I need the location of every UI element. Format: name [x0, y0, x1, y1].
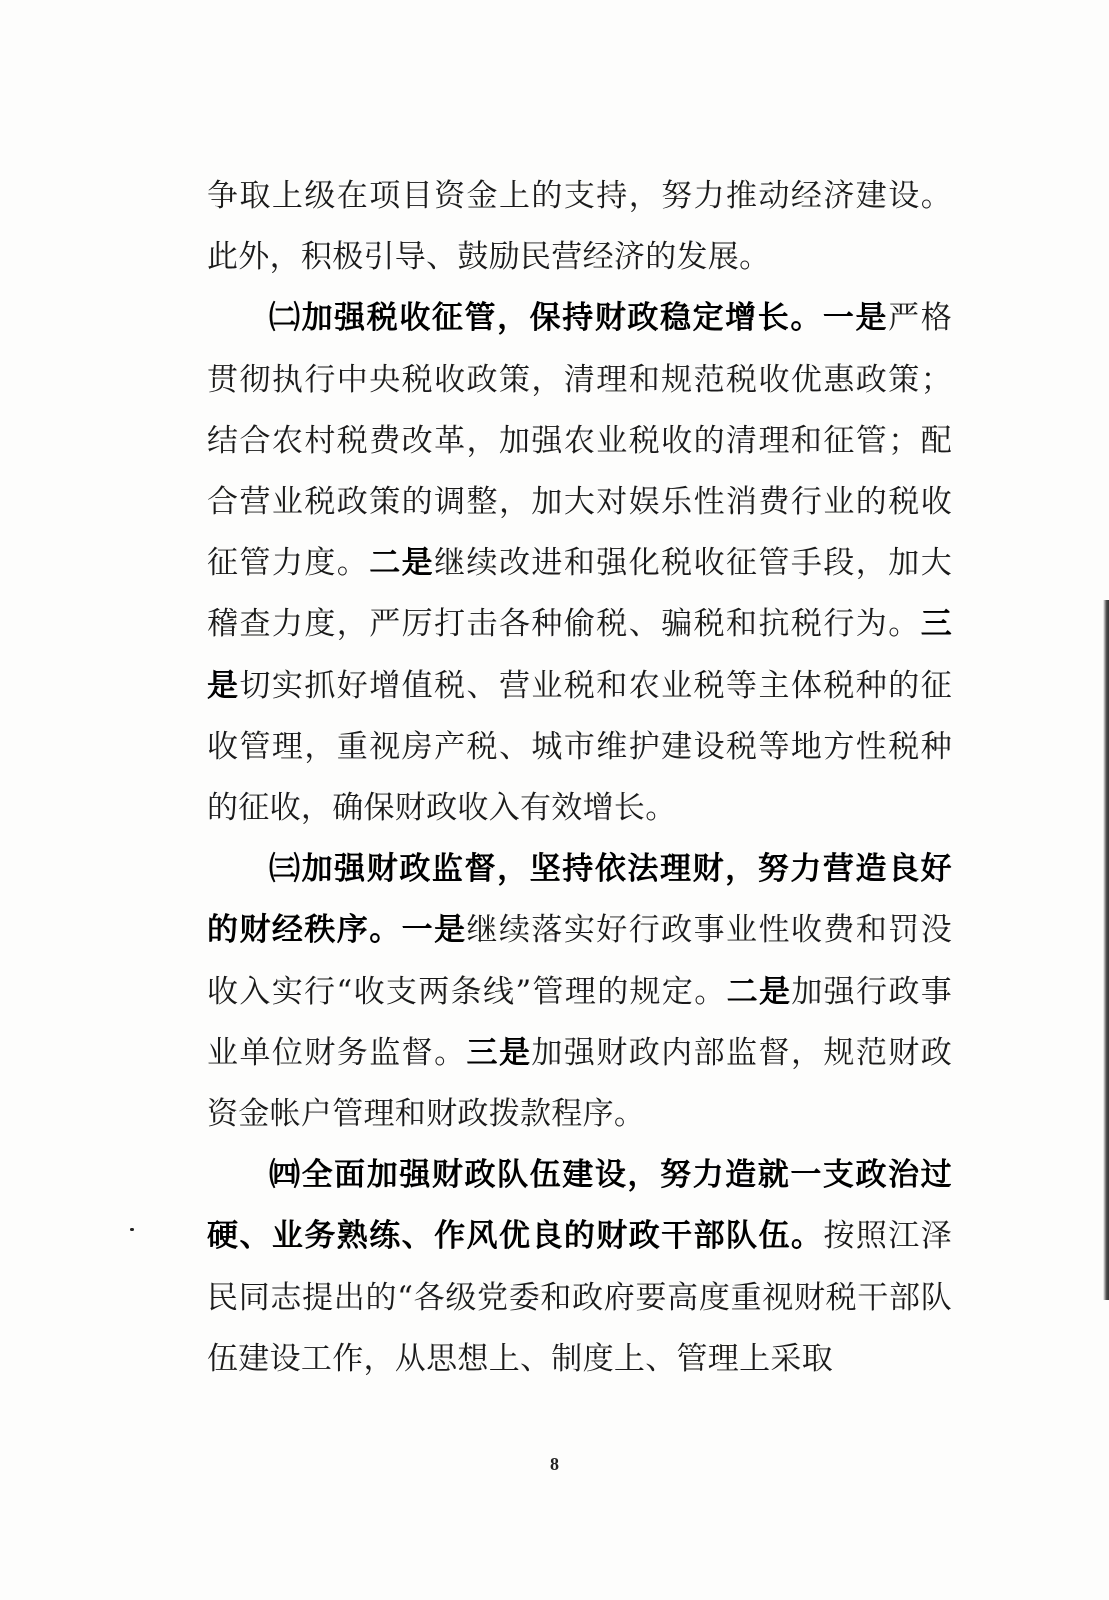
text-run: 按照江泽民同志提出的“各级党委和政府要高度重视财税干部队伍建设工作，从思想上、制度上、管理上采取	[207, 1218, 952, 1377]
paragraph-3-financial-supervision	[207, 839, 952, 1145]
item-marker: 二是	[369, 545, 435, 582]
scan-speck	[130, 1228, 134, 1231]
item-marker: 三是	[466, 1034, 532, 1071]
item-marker: 二是	[726, 973, 792, 1010]
paragraph-1	[207, 166, 952, 288]
text-run: 严格贯彻执行中央税收政策，清理和规范税收优惠政策；结合农村税费改革，加强农业税收的清理和征管；配合营业税政策的调整，加大对娱乐性消费行业的税收征管力度。	[207, 300, 952, 582]
section-heading-4: ㈣全面加强财政队伍建设，努力造就一支政治过硬、业务熟练、作风优良的财政干部队伍。	[207, 1157, 952, 1255]
body-text	[207, 166, 952, 1390]
text-run: 切实抓好增值税、营业税和农业税等主体税种的征收管理，重视房产税、城市维护建设税等地方性税种的征收，确保财政收入有效增长。	[207, 667, 952, 827]
text-run: 争取上级在项目资金上的支持，努力推动经济建设。此外，积极引导、鼓励民营经济的发展。	[207, 178, 952, 276]
text-run: 继续落实好行政事业性收费和罚没收入实行“收支两条线”管理的规定。	[207, 912, 952, 1010]
paragraph-2-tax-collection	[207, 288, 952, 839]
text-run: 继续改进和强化税收征管手段，加大稽查力度，严厉打击各种偷税、骗税和抗税行为。	[207, 545, 952, 643]
text-run: 加强财政内部监督，规范财政资金帐户管理和财政拨款程序。	[207, 1034, 952, 1133]
section-heading-3: ㈢加强财政监督，坚持依法理财，努力营造良好的财经秩序。一是	[207, 851, 952, 949]
page-number: 8	[550, 1454, 559, 1474]
section-heading-2: ㈡加强税收征管，保持财政稳定增长。一是	[269, 300, 889, 337]
item-marker: 三是	[207, 606, 952, 704]
scan-shadow-edge	[1103, 600, 1109, 1300]
text-run: 加强行政事业单位财务监督。	[207, 973, 953, 1071]
paragraph-4-team-building	[207, 1145, 952, 1390]
